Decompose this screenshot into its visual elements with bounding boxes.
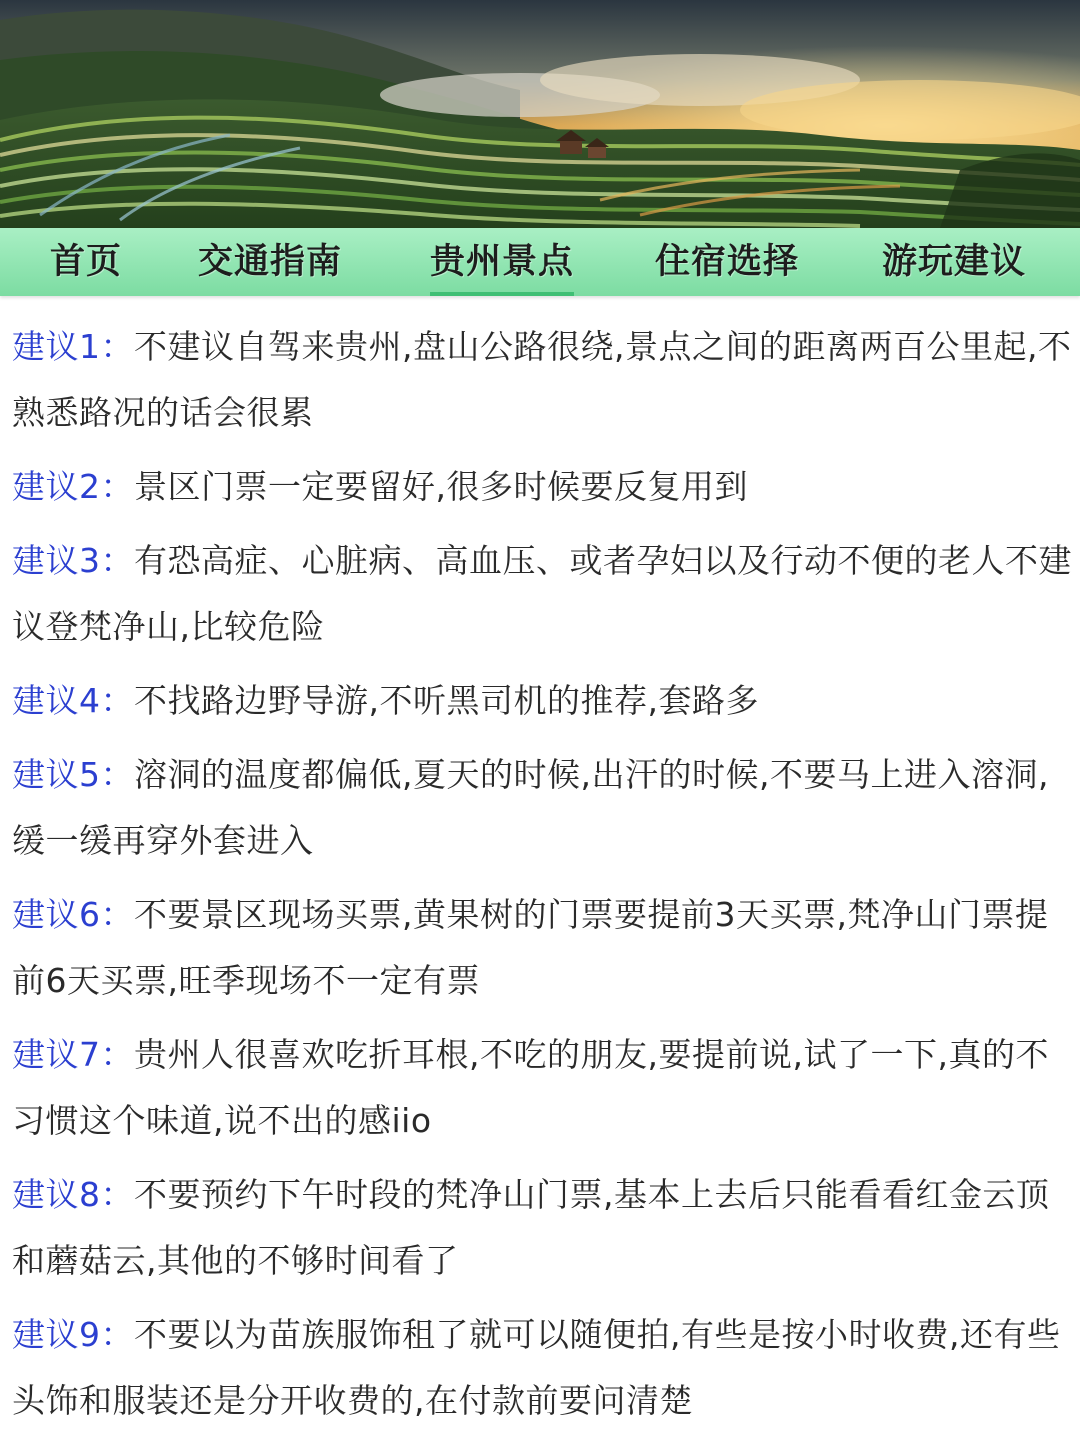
- top-navigation-bar: [0, 228, 1080, 296]
- tip-text: 不要以为苗族服饰租了就可以随便拍,有些是按小时收费,还有些头饰和服装还是分开收费的,在付款前要问清楚: [12, 1315, 1061, 1420]
- tip-item-8: [12, 1162, 1072, 1294]
- tip-text: 不要景区现场买票,黄果树的门票要提前3天买票,梵净山门票提前6天买票,旺季现场不一定有票: [12, 895, 1049, 1000]
- tip-label: 建议2：: [12, 467, 134, 506]
- tip-item-9: [12, 1302, 1072, 1434]
- tip-label: 建议7：: [12, 1035, 134, 1074]
- rice-terrace-landscape: [0, 0, 1080, 228]
- header-banner-image: [0, 0, 1080, 228]
- tip-text: 景区门票一定要留好,很多时候要反复用到: [134, 467, 748, 506]
- tip-item-4: [12, 668, 1072, 734]
- tip-text: 不要预约下午时段的梵净山门票,基本上去后只能看看红金云顶和蘑菇云,其他的不够时间看了: [12, 1175, 1050, 1280]
- tip-item-6: [12, 882, 1072, 1014]
- tip-text: 有恐高症、心脏病、高血压、或者孕妇以及行动不便的老人不建议登梵净山,比较危险: [12, 541, 1072, 646]
- tip-item-1: [12, 314, 1072, 446]
- tip-label: 建议3：: [12, 541, 134, 580]
- tip-text: 贵州人很喜欢吃折耳根,不吃的朋友,要提前说,试了一下,真的不习惯这个味道,说不出的感iio: [12, 1035, 1049, 1140]
- tip-label: 建议1：: [12, 327, 134, 366]
- nav-transport-guide[interactable]: 交通指南: [198, 242, 343, 282]
- tip-text: 不建议自驾来贵州,盘山公路很绕,景点之间的距离两百公里起,不熟悉路况的话会很累: [12, 327, 1072, 432]
- tip-label: 建议9：: [12, 1315, 134, 1354]
- tip-item-7: [12, 1022, 1072, 1154]
- tip-label: 建议8：: [12, 1175, 134, 1214]
- tip-item-3: [12, 528, 1072, 660]
- tip-text: 溶洞的温度都偏低,夏天的时候,出汗的时候,不要马上进入溶洞,缓一缓再穿外套进入: [12, 755, 1049, 860]
- tip-item-5: [12, 742, 1072, 874]
- nav-travel-tips[interactable]: 游玩建议: [882, 242, 1027, 282]
- nav-guizhou-attractions[interactable]: 贵州景点: [430, 228, 574, 296]
- tip-label: 建议6：: [12, 895, 134, 934]
- tip-text: 不找路边野导游,不听黑司机的推荐,套路多: [134, 681, 759, 720]
- tip-item-2: [12, 454, 1072, 520]
- tip-label: 建议4：: [12, 681, 134, 720]
- tip-label: 建议5：: [12, 755, 134, 794]
- nav-accommodation[interactable]: 住宿选择: [655, 242, 800, 282]
- nav-home[interactable]: 首页: [50, 242, 123, 282]
